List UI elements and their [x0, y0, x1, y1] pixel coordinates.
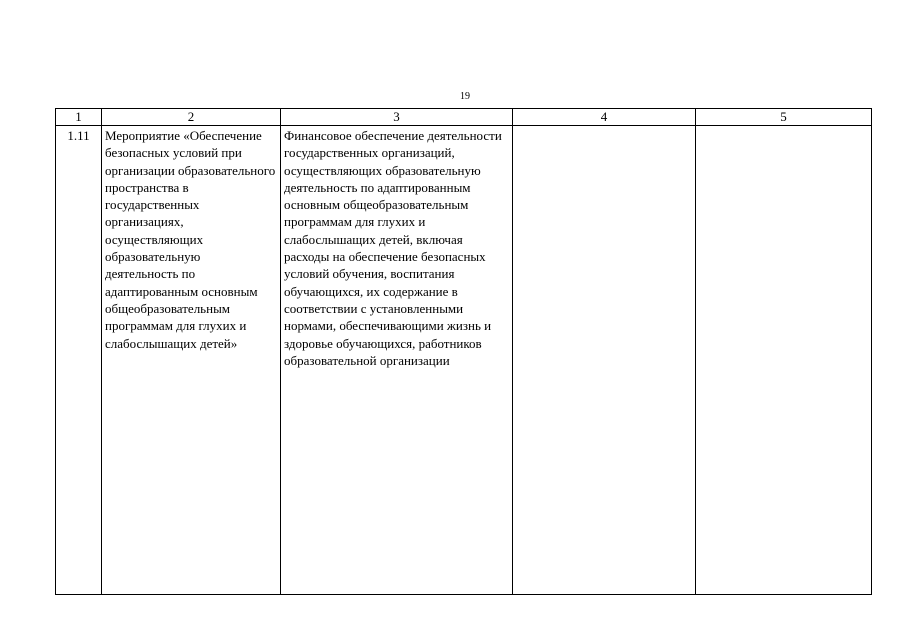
header-col-3: 3 — [281, 109, 513, 126]
document-table — [55, 108, 872, 595]
table-row — [56, 126, 872, 595]
col5-cell — [696, 126, 872, 595]
header-col-2: 2 — [102, 109, 281, 126]
event-name-cell: Мероприятие «Обеспечение безопасных условий при организации образовательного пространства в государственных организациях, осуществляющих образовательную деятельность по адаптированным основным общеобразовательным программам для глухих и слабослышащих детей» — [102, 126, 281, 595]
event-description-cell: Финансовое обеспечение деятельности государственных организаций, осуществляющих образовательную деятельность по адаптированным основным общеобразовательным программам для глухих и слабослышащих детей, включая расходы на обеспечение безопасных условий обучения, воспитания обучающихся, их содержание в соответствии с установленными нормами, обеспечивающими жизнь и здоровье обучающихся, работников образовательной организации — [281, 126, 513, 595]
header-col-1: 1 — [56, 109, 102, 126]
table-header-row — [56, 109, 872, 126]
row-number-cell: 1.11 — [56, 126, 102, 595]
header-col-4: 4 — [513, 109, 696, 126]
page-number: 19 — [460, 91, 470, 102]
header-col-5: 5 — [696, 109, 872, 126]
col4-cell — [513, 126, 696, 595]
